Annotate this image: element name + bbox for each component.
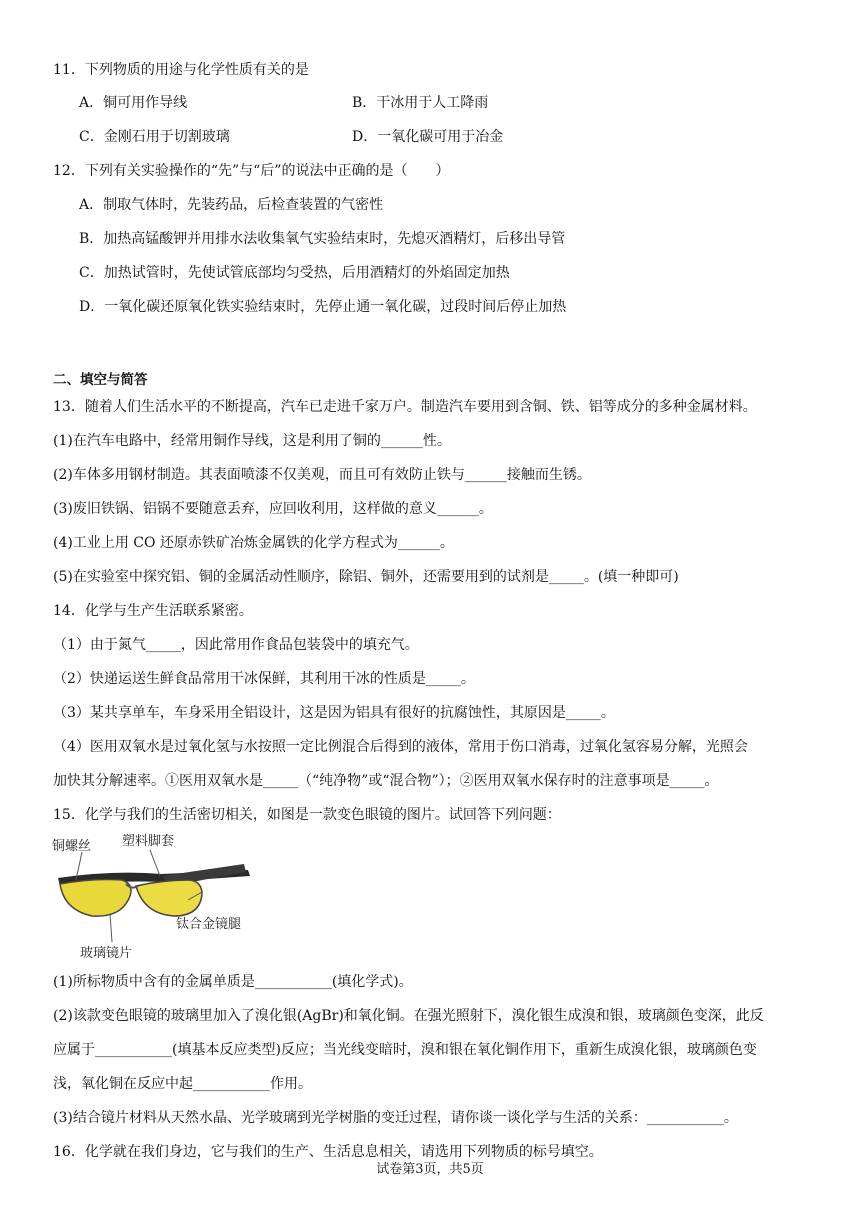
q15-stem: 15．化学与我们的生活密切相关，如图是一款变色眼镜的图片。试回答下列问题： [53,807,561,823]
q11-option-a: A．铜可用作导线 [79,95,188,111]
q11-stem: 11．下列物质的用途与化学性质有关的是 [53,62,309,78]
glasses-figure [52,830,262,960]
q13-stem: 13．随着人们生活水平的不断提高，汽车已走进千家万户。制造汽车要用到含铜、铁、铝等成分的多种金属材料。 [53,399,757,415]
page-footer: 试卷第3页，共5页 [376,1162,484,1177]
q13-part-5: (5)在实验室中探究铝、铜的金属活动性顺序，除铝、铜外，还需要用到的试剂是_____。(填一种即可) [53,569,679,585]
section-title: 二、填空与简答 [53,372,148,388]
q12-stem: 12．下列有关实验操作的“先”与“后”的说法中正确的是（ ） [53,163,450,179]
q16-stem: 16．化学就在我们身边，它与我们的生产、生活息息相关，请选用下列物质的标号填空。 [53,1144,603,1160]
label-copper-screw: 铜螺丝 [52,839,92,854]
q15-part-2a: (2)该款变色眼镜的玻璃里加入了溴化银(AgBr)和氧化铜。在强光照射下，溴化银生成溴和银，玻璃颜色变深，此反 [53,1008,764,1024]
q15-part-3: (3)结合镜片材料从天然水晶、光学玻璃到光学树脂的变迁过程，请你谈一谈化学与生活的关系：___________。 [53,1110,738,1126]
q11-option-c: C．金刚石用于切割玻璃 [79,129,230,145]
label-plastic-pad: 塑料脚套 [122,834,175,849]
q15-part-2c: 浅，氧化铜在反应中起___________作用。 [53,1076,312,1092]
q15-part-2b: 应属于___________(填基本反应类型)反应；当光线变暗时，溴和银在氧化铜作用下，重新生成溴化银，玻璃颜色变 [53,1042,757,1058]
q14-part-4b: 加快其分解速率。①医用双氧水是_____（“纯净物”或“混合物”）；②医用双氧水保存时的注意事项是_____。 [53,773,719,789]
q11-option-d: D．一氧化碳可用于冶金 [352,129,504,145]
label-glass-lens: 玻璃镜片 [80,946,133,960]
q13-part-2: (2)车体多用钢材制造。其表面喷漆不仅美观，而且可有效防止铁与______接触而生锈。 [53,467,591,483]
q11-option-b: B．干冰用于人工降雨 [352,95,489,111]
q15-part-1: (1)所标物质中含有的金属单质是___________(填化学式)。 [53,974,413,990]
leader-glass-lens [110,914,112,942]
q13-part-1: (1)在汽车电路中，经常用铜作导线，这是利用了铜的______性。 [53,433,451,449]
q14-part-4a: （4）医用双氧水是过氧化氢与水按照一定比例混合后得到的液体，常用于伤口消毒，过氧化氢容易分解，光照会 [53,739,748,755]
left-lens [60,880,131,917]
q14-stem: 14．化学与生产生活联系紧密。 [53,603,253,619]
q12-option-b: B．加热高锰酸钾并用排水法收集氧气实验结束时，先熄灭酒精灯，后移出导管 [79,231,566,247]
q12-option-a: A．制取气体时，先装药品，后检查装置的气密性 [79,197,384,213]
leader-plastic-pad [150,850,160,876]
q14-part-1: （1）由于氮气_____，因此常用作食品包装袋中的填充气。 [53,637,419,653]
q12-option-d: D．一氧化碳还原氧化铁实验结束时，先停止通一氧化碳，过段时间后停止加热 [79,299,567,315]
q13-part-4: (4)工业上用 CO 还原赤铁矿冶炼金属铁的化学方程式为______。 [53,535,454,551]
label-titanium-leg: 钛合金镜腿 [176,917,242,932]
q14-part-2: （2）快递运送生鲜食品常用干冰保鲜，其利用干冰的性质是_____。 [53,671,475,687]
glasses-illustration [52,830,262,960]
q13-part-3: (3)废旧铁锅、铝锅不要随意丢弃，应回收利用，这样做的意义______。 [53,501,493,517]
q14-part-3: （3）某共享单车，车身采用全铝设计，这是因为铝具有很好的抗腐蚀性，其原因是_____。 [53,705,615,721]
q12-option-c: C．加热试管时，先使试管底部均匀受热，后用酒精灯的外焰固定加热 [79,265,510,281]
